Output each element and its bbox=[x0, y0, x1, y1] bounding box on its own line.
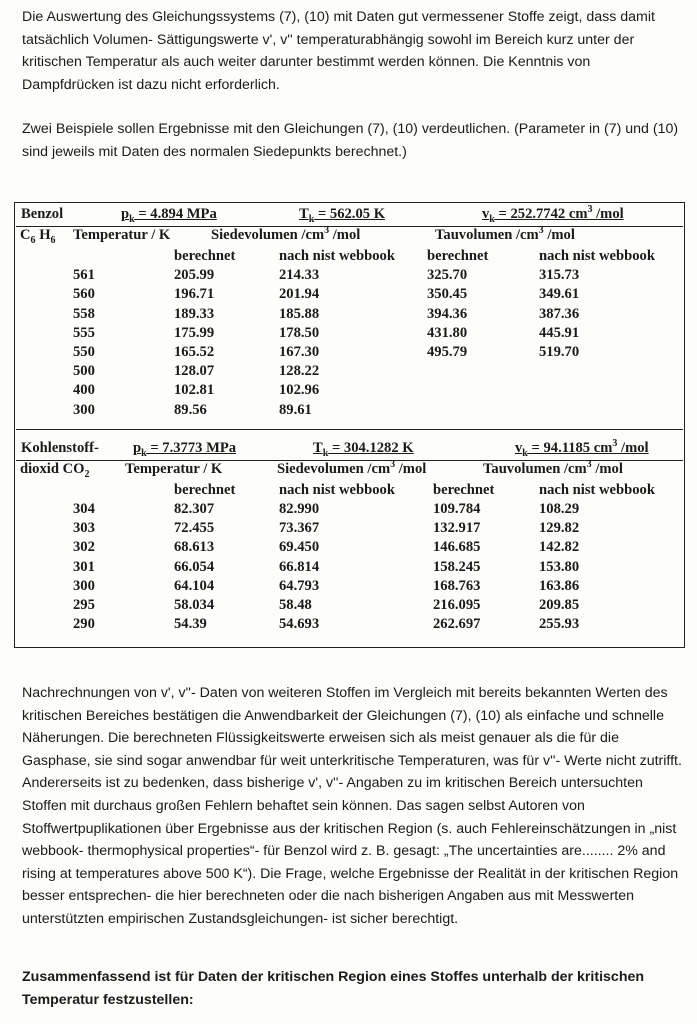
table-row bbox=[15, 324, 679, 343]
benzol-column-group-row bbox=[15, 227, 684, 247]
table-cell: 82.307 bbox=[174, 500, 215, 517]
co2-name-line1: Kohlenstoff- bbox=[21, 439, 99, 456]
table-cell: 255.93 bbox=[539, 616, 580, 633]
table-cell bbox=[427, 381, 539, 400]
table-row bbox=[15, 538, 679, 557]
table-cell: 295 bbox=[73, 596, 95, 613]
table-cell: 158.245 bbox=[433, 558, 481, 575]
table-row bbox=[15, 500, 679, 519]
table-row bbox=[15, 266, 679, 285]
table-cell: 64.793 bbox=[279, 577, 320, 594]
table-cell: 178.50 bbox=[279, 324, 320, 341]
table-cell: 394.36 bbox=[427, 305, 468, 322]
table-cell: 165.52 bbox=[174, 344, 215, 361]
table-cell: 64.104 bbox=[174, 577, 215, 594]
co2-temperature-header: Temperatur / K bbox=[125, 460, 223, 477]
table-cell: 400 bbox=[73, 382, 95, 399]
co2-name-line2: dioxid $CO_2$ bbox=[20, 460, 90, 480]
table-cell: 495.79 bbox=[427, 344, 468, 361]
table-cell: 66.814 bbox=[279, 558, 320, 575]
table-cell: 89.56 bbox=[174, 401, 207, 418]
table-cell: 290 bbox=[73, 616, 95, 633]
table-cell: 560 bbox=[73, 286, 95, 303]
table-cell: 315.73 bbox=[539, 267, 580, 284]
co2-critical-temperature: $T_k = 304.1282$ K bbox=[313, 439, 414, 459]
table-cell: 304 bbox=[73, 500, 95, 517]
summary-heading: Zusammenfassend ist für Daten der kritischen Region eines Stoffes unterhalb der kritischen Temperatur festzustellen: bbox=[22, 969, 645, 1008]
table-cell bbox=[539, 381, 679, 400]
data-tables-box bbox=[14, 202, 685, 648]
examples-paragraph: Zwei Beispiele sollen Ergebnisse mit den Gleichungen (7), (10) verdeutlichen. (Parameter in (7) und (10) sind jeweils mit Daten des normalen Siedepunkts berechnet.) bbox=[22, 121, 679, 160]
table-row bbox=[15, 557, 679, 576]
co2-table-body bbox=[15, 500, 679, 634]
table-cell: 54.39 bbox=[174, 616, 207, 633]
table-row bbox=[15, 343, 679, 362]
co2-siedevolumen-header: Siedevolumen $/cm^3$ /mol bbox=[277, 458, 427, 477]
table-cell: 550 bbox=[73, 344, 95, 361]
table-cell bbox=[539, 401, 679, 420]
table-cell: 189.33 bbox=[174, 305, 215, 322]
table-row bbox=[15, 577, 679, 596]
benzol-subheader-row bbox=[15, 247, 679, 266]
table-cell: 325.70 bbox=[427, 267, 468, 284]
table-cell: 66.054 bbox=[174, 558, 215, 575]
table-cell: 153.80 bbox=[539, 558, 580, 575]
benzol-table-body bbox=[15, 266, 679, 420]
co2-subheader-row bbox=[15, 481, 679, 500]
table-cell: 214.33 bbox=[279, 267, 320, 284]
co2-col-nist-1: nach nist webbook bbox=[279, 481, 395, 498]
table-cell: 132.917 bbox=[433, 520, 481, 537]
table-row bbox=[15, 596, 679, 615]
table-cell: 175.99 bbox=[174, 324, 215, 341]
benzol-header-row bbox=[16, 206, 683, 227]
table-cell: 72.455 bbox=[174, 520, 215, 537]
table-cell: 431.80 bbox=[427, 324, 468, 341]
benzol-name: Benzol bbox=[21, 206, 64, 222]
table-cell: 185.88 bbox=[279, 305, 320, 322]
benzol-col-berechnet-1: berechnet bbox=[174, 248, 236, 265]
co2-critical-pressure: $p_k = 7.3773$ MPa bbox=[133, 439, 237, 459]
table-cell: 301 bbox=[73, 558, 95, 575]
table-row bbox=[15, 362, 679, 381]
table-cell: 300 bbox=[73, 577, 95, 594]
table-cell: 349.61 bbox=[539, 286, 580, 303]
table-row bbox=[15, 381, 679, 400]
table-cell: 68.613 bbox=[174, 539, 215, 556]
table-cell: 350.45 bbox=[427, 286, 468, 303]
table-cell: 128.07 bbox=[174, 363, 215, 380]
table-cell: 129.82 bbox=[539, 520, 580, 537]
table-cell: 102.81 bbox=[174, 382, 215, 399]
co2-col-nist-2: nach nist webbook bbox=[539, 481, 655, 498]
benzol-col-berechnet-2: berechnet bbox=[427, 248, 489, 265]
co2-header-row bbox=[16, 437, 683, 461]
table-cell: 82.990 bbox=[279, 500, 320, 517]
table-cell: 58.48 bbox=[279, 596, 312, 613]
table-cell: 69.450 bbox=[279, 539, 320, 556]
table-cell: 167.30 bbox=[279, 344, 320, 361]
benzol-temperature-header: Temperatur / K bbox=[73, 227, 171, 243]
table-cell: 302 bbox=[73, 539, 95, 556]
co2-column-group-row bbox=[15, 458, 684, 481]
table-cell: 209.85 bbox=[539, 596, 580, 613]
table-cell: 387.36 bbox=[539, 305, 580, 322]
table-cell: 555 bbox=[73, 324, 95, 341]
table-cell: 262.697 bbox=[433, 616, 481, 633]
co2-table bbox=[15, 481, 679, 635]
benzol-siedevolumen-header: Siedevolumen $/cm^3$ /mol bbox=[211, 225, 361, 243]
table-cell bbox=[539, 362, 679, 381]
discussion-paragraph: Nachrechnungen von v', v''- Daten von weiteren Stoffen im Vergleich mit bereits bekannten Werten des kritischen Bereiches bestätigen die Anwendbarkeit der Gleichungen (7), (10) als einfache und schnelle Näherungen. Die berechneten Flüssigkeitswerte erweisen sich als meist genauer als die für die Gasphase, sie sind sogar anwendbar für weit unterkritische Temperaturen, was für v''- Werte nicht zutrifft. Andererseits ist zu bedenken, dass bisherige v', v''- Angaben zu im kritischen Bereich untersuchten Stoffen mit durchaus großen Fehlern behaftet sein können. Das sagen selbst Autoren von Stoffwertpuplikationen über Ergebnisse aus der kritischen Region (s. auch Fehlereinschätzungen in „nist webbook- thermophysical properties“- für Benzol wird z. B. gesagt: „The uncertainties are........ 2% and rising at temperatures above 500 K“). Die Frage, welche Ergebnisse der Realität in der kritischen Region besser entsprechen- die hier berechneten oder die nach bisherigen Angaben aus mit Messwerten unterstützten empirischen Zustandsgleichungen- ist sicher berechtigt. bbox=[22, 685, 682, 927]
benzol-critical-pressure: $p_k = 4.894$ MPa bbox=[121, 206, 217, 225]
table-cell bbox=[427, 362, 539, 381]
table-cell: 168.763 bbox=[433, 577, 481, 594]
table-cell: 108.29 bbox=[539, 500, 580, 517]
co2-tauvolumen-header: Tauvolumen $/cm^3$ /mol bbox=[483, 458, 623, 477]
benzol-col-nist-1: nach nist webbook bbox=[279, 248, 395, 265]
table-row bbox=[15, 285, 679, 304]
table-cell: 300 bbox=[73, 401, 95, 418]
benzol-tauvolumen-header: Tauvolumen $/cm^3$ /mol bbox=[435, 225, 575, 243]
table-cell: 89.61 bbox=[279, 401, 312, 418]
benzol-table bbox=[15, 247, 679, 420]
table-cell: 201.94 bbox=[279, 286, 320, 303]
table-cell: 303 bbox=[73, 520, 95, 537]
section-divider bbox=[16, 429, 683, 430]
table-cell: 128.22 bbox=[279, 363, 320, 380]
benzol-critical-temperature: $T_k = 562.05$ K bbox=[299, 206, 386, 225]
table-row bbox=[15, 615, 679, 634]
table-row bbox=[15, 401, 679, 420]
benzol-critical-volume: $v_k = 252.7742$ $cm^3$ /mol bbox=[482, 204, 624, 225]
table-cell: 142.82 bbox=[539, 539, 580, 556]
table-cell: 500 bbox=[73, 363, 95, 380]
co2-col-berechnet-1: berechnet bbox=[174, 481, 236, 498]
intro-paragraph: Die Auswertung des Gleichungssystems (7), (10) mit Daten gut vermessener Stoffe zeigt, dass damit tatsächlich Volumen- Sättigungswerte v', v'' temperaturabhängig sowohl im Bereich kurz unter der kritischen Temperatur als auch weiter darunter bestimmt werden können. Die Kenntnis von Dampfdrücken ist dazu nicht erforderlich. bbox=[22, 9, 655, 93]
table-cell: 216.095 bbox=[433, 596, 481, 613]
table-cell: 561 bbox=[73, 267, 95, 284]
table-row bbox=[15, 519, 679, 538]
table-cell: 146.685 bbox=[433, 539, 481, 556]
table-row bbox=[15, 305, 679, 324]
table-cell: 102.96 bbox=[279, 382, 320, 399]
table-cell: 445.91 bbox=[539, 324, 580, 341]
table-cell: 109.784 bbox=[433, 500, 481, 517]
benzol-col-nist-2: nach nist webbook bbox=[539, 248, 655, 265]
table-cell: 196.71 bbox=[174, 286, 215, 303]
benzol-formula: $C_6$ $H_6$ bbox=[20, 227, 56, 246]
table-cell: 558 bbox=[73, 305, 95, 322]
table-cell: 163.86 bbox=[539, 577, 580, 594]
table-cell: 205.99 bbox=[174, 267, 215, 284]
co2-critical-volume: $v_k = 94.1185$ $cm^3$ /mol bbox=[515, 437, 649, 459]
table-cell: 519.70 bbox=[539, 344, 580, 361]
table-cell: 73.367 bbox=[279, 520, 320, 537]
table-cell bbox=[427, 401, 539, 420]
table-cell: 58.034 bbox=[174, 596, 215, 613]
co2-col-berechnet-2: berechnet bbox=[433, 481, 495, 498]
table-cell: 54.693 bbox=[279, 616, 320, 633]
